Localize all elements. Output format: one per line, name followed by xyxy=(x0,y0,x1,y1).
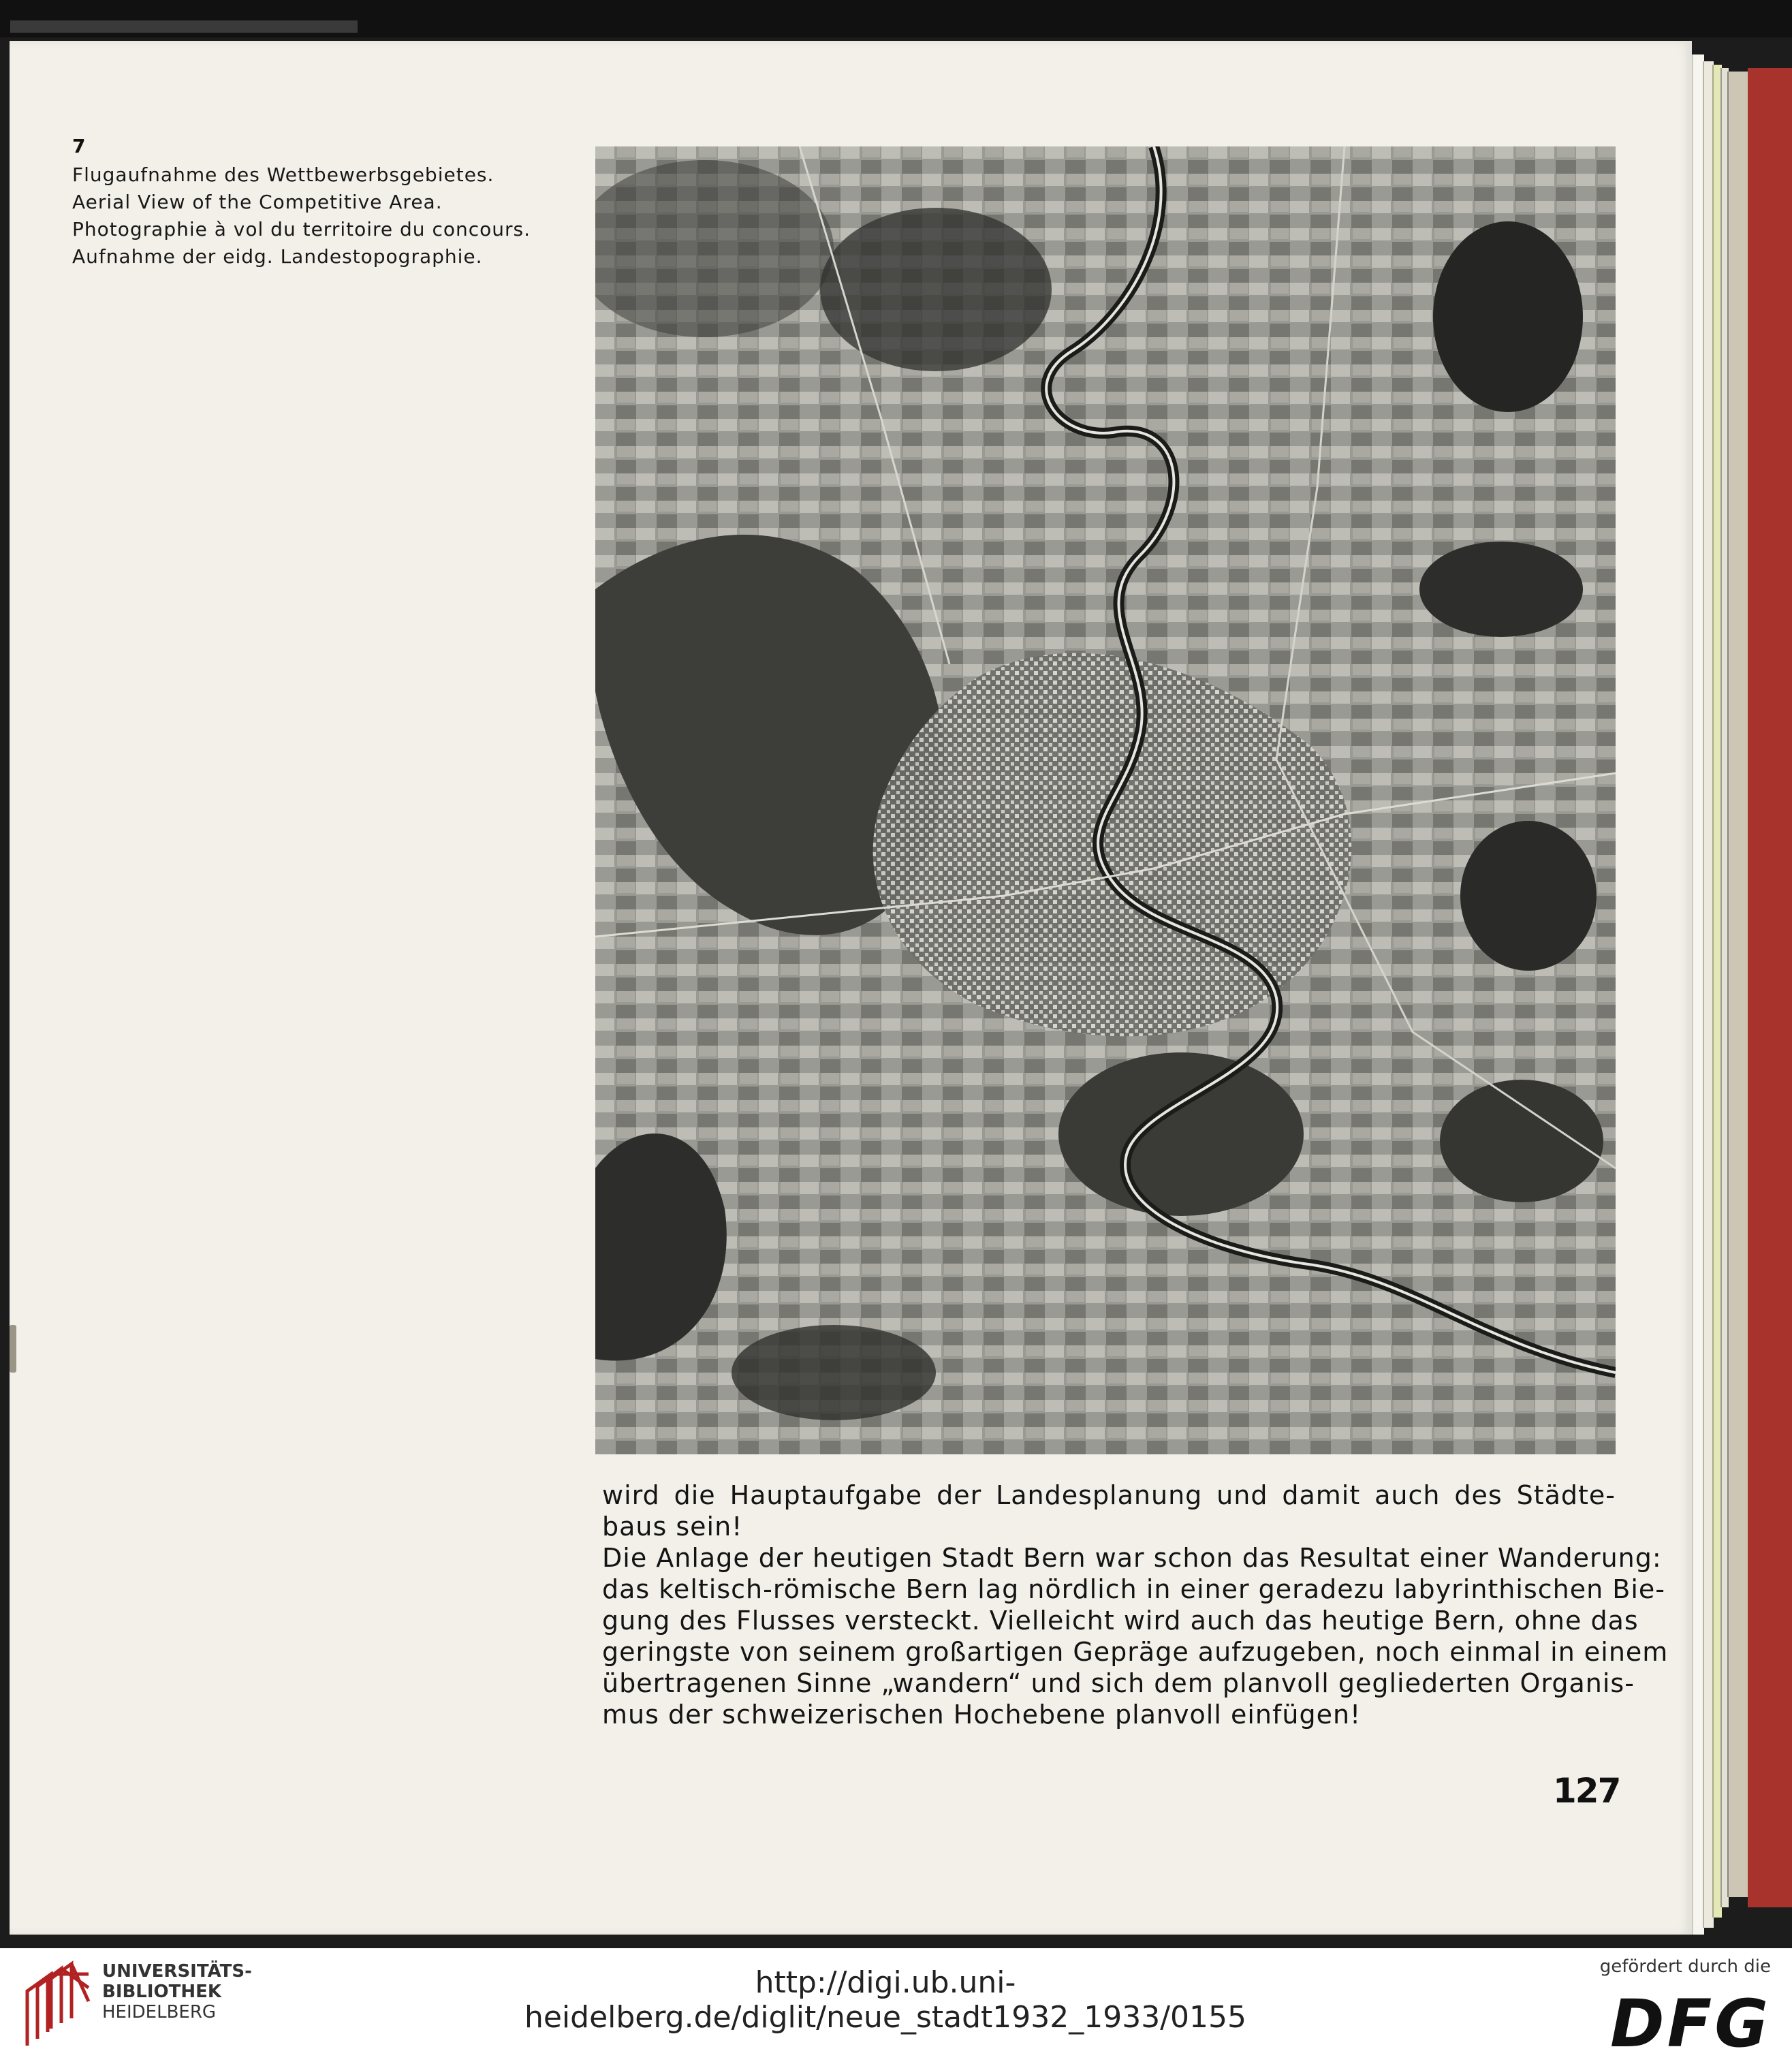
page-edge xyxy=(1727,72,1749,1897)
body-line-2: baus sein! xyxy=(602,1512,743,1542)
margin-mark xyxy=(10,1325,16,1373)
permalink-url[interactable]: http://digi.ub.uni-heidelberg.de/diglit/neue_stadt1932_1933/0155 xyxy=(524,1965,1247,2035)
aerial-photograph xyxy=(595,146,1616,1454)
heidelberg-library-logo-icon[interactable] xyxy=(20,1960,95,2049)
library-name-line-3[interactable]: HEIDELBERG xyxy=(102,2002,217,2022)
caption-line-1: Flugaufnahme des Wettbewerbsgebietes. xyxy=(72,163,494,186)
book-spine xyxy=(1748,68,1792,1907)
body-line-5: gung des Flusses versteckt. Vielleicht wird auch das heutige Bern, ohne das xyxy=(602,1606,1639,1636)
library-name-line-2[interactable]: BIBLIOTHEK xyxy=(102,1982,222,2002)
caption-line-3: Photographie à vol du territoire du concours. xyxy=(72,218,531,240)
body-line-8: mus der schweizerischen Hochebene planvoll einfügen! xyxy=(602,1700,1362,1730)
body-line-3: Die Anlage der heutigen Stadt Bern war schon das Resultat einer Wanderung: xyxy=(602,1543,1662,1573)
body-line-6: geringste von seinem großartigen Gepräge aufzugeben, noch einmal in einem xyxy=(602,1637,1669,1667)
page-number: 127 xyxy=(1553,1771,1620,1811)
library-name-line-1[interactable]: UNIVERSITÄTS- xyxy=(102,1961,252,1982)
body-line-4: das keltisch-römische Bern lag nördlich in einer geradezu labyrinthischen Bie- xyxy=(602,1574,1665,1604)
dfg-logo[interactable]: DFG xyxy=(1609,1986,1771,2062)
scan-top-bar xyxy=(10,20,358,33)
body-line-1: wird die Hauptaufgabe der Landesplanung und damit auch des Städte- xyxy=(602,1480,1616,1510)
caption-line-2: Aerial View of the Competitive Area. xyxy=(72,191,443,213)
caption-line-4: Aufnahme der eidg. Landestopographie. xyxy=(72,245,483,268)
funded-by-label: gefördert durch die xyxy=(1599,1956,1771,1977)
body-line-7: übertragenen Sinne „wandern“ und sich dem planvoll gegliederten Organis- xyxy=(602,1668,1635,1698)
figure-number: 7 xyxy=(72,135,86,157)
scan-top-strip xyxy=(0,0,1792,37)
